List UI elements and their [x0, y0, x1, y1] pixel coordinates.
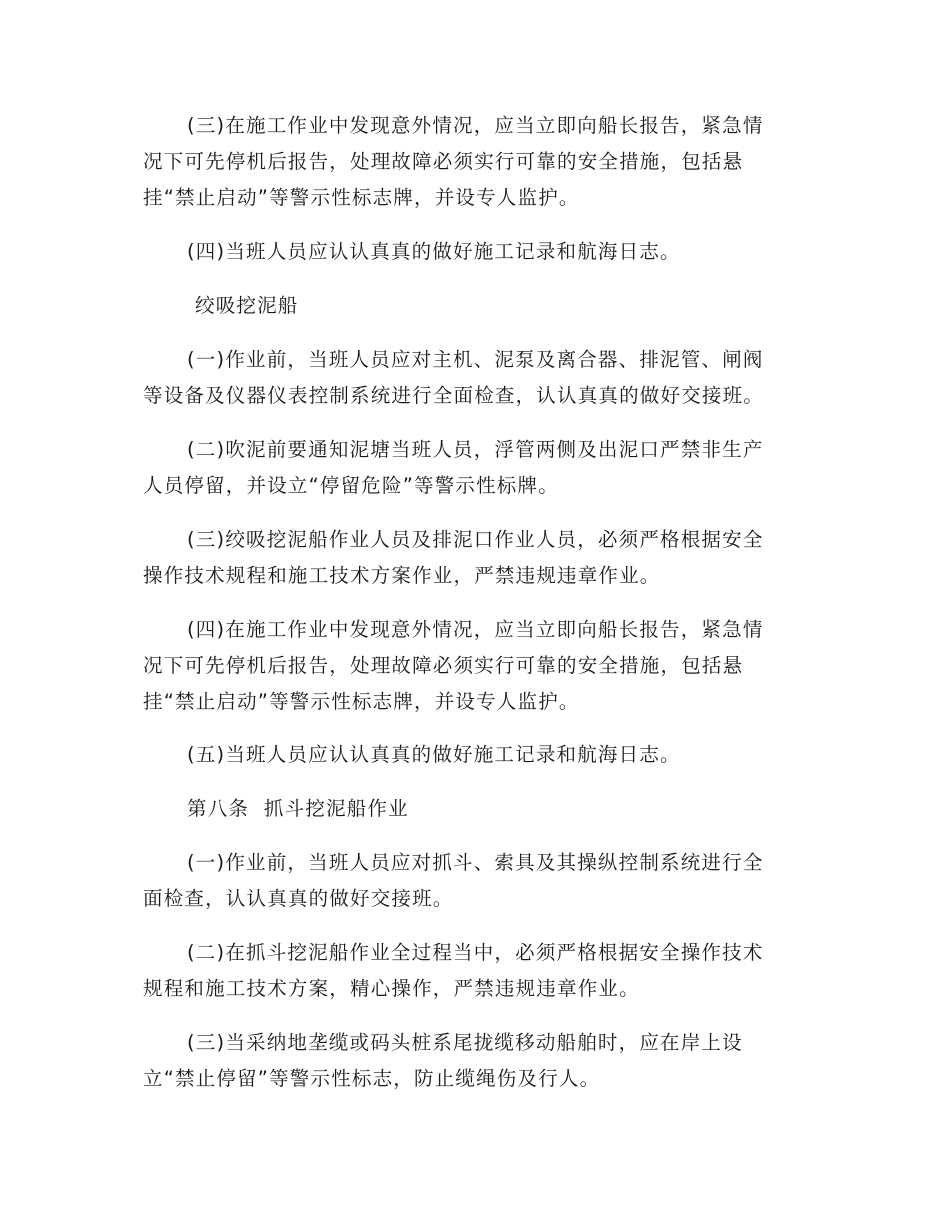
paragraph-cutter-pre-operation — [143, 342, 803, 414]
paragraph-grab-pre-operation — [143, 845, 803, 917]
text-line: (四)当班人员应认认真真的做好施工记录和航海日志。 — [187, 240, 681, 263]
text-line: 面检查，认认真真的做好交接班。 — [143, 887, 454, 910]
paragraph-cutter-incident-report — [143, 612, 803, 720]
paragraph-cutter-pumping-notice — [143, 432, 803, 504]
text-line: (三)当采纳地垄缆或码头桩系尾拢缆移动船舶时，应在岸上设 — [187, 1031, 743, 1054]
text-line: 况下可先停机后报告，处理故障必须实行可靠的安全措施，包括悬 — [143, 654, 744, 677]
text-line: 绞吸挖泥船 — [195, 294, 299, 317]
text-line: (一)作业前，当班人员应对抓斗、索具及其操纵控制系统进行全 — [187, 851, 764, 874]
text-line: 操作技术规程和施工技术方案作业，严禁违规违章作业。 — [143, 564, 661, 587]
text-line: 等设备及仪器仪表控制系统进行全面检查，认认真真的做好交接班。 — [143, 384, 765, 407]
text-line: 挂“禁止启动”等警示性标志牌，并设专人监护。 — [143, 186, 580, 209]
text-line: 立“禁止停留”等警示性标志，防止缆绳伤及行人。 — [143, 1067, 601, 1090]
text-line: (二)在抓斗挖泥船作业全过程当中，必须严格根据安全操作技术 — [187, 941, 764, 964]
paragraph-cutter-operators — [143, 522, 803, 594]
text-line: (四)在施工作业中发现意外情况，应当立即向船长报告，紧急情 — [187, 618, 764, 641]
paragraph-cutter-logs — [143, 737, 803, 773]
article-heading-grab-dredger — [143, 791, 803, 827]
paragraph-dredger-incident-report — [143, 108, 803, 216]
section-heading-cutter-suction-dredger — [143, 288, 803, 324]
paragraph-grab-mooring — [143, 1025, 803, 1097]
text-line: (三)在施工作业中发现意外情况，应当立即向船长报告，紧急情 — [187, 114, 764, 137]
text-line: (五)当班人员应认认真真的做好施工记录和航海日志。 — [187, 743, 681, 766]
text-line: (三)绞吸挖泥船作业人员及排泥口作业人员，必须严格根据安全 — [187, 528, 764, 551]
text-line: 况下可先停机后报告，处理故障必须实行可靠的安全措施，包括悬 — [143, 150, 744, 173]
text-line: (二)吹泥前要通知泥塘当班人员，浮管两侧及出泥口严禁非生产 — [187, 438, 764, 461]
text-line: (一)作业前，当班人员应对主机、泥泵及离合器、排泥管、闸阀 — [187, 348, 764, 371]
text-line: 第八条 抓斗挖泥船作业 — [187, 797, 409, 820]
text-line: 规程和施工技术方案，精心操作，严禁违规违章作业。 — [143, 977, 640, 1000]
text-line: 人员停留，并设立“停留危险”等警示性标牌。 — [143, 474, 559, 497]
paragraph-grab-operation — [143, 935, 803, 1007]
text-line: 挂“禁止启动”等警示性标志牌，并设专人监护。 — [143, 690, 580, 713]
paragraph-dredger-logs — [143, 234, 803, 270]
